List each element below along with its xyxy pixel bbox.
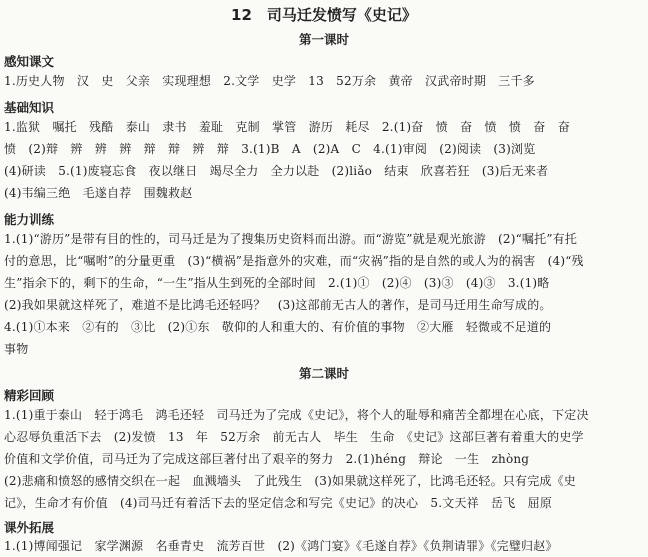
section-basics: 基础知识	[4, 100, 55, 115]
answer-line: 1.监狱 嘱托 残酷 泰山 隶书 羞耻 克制 掌管 游历 耗尽 2.(1)奋 愤 奋 愤 愤 奋 奋	[4, 120, 570, 134]
answer-line: 4.(1)①本来 ②有的 ③比 (2)①东 敬仰的人和重大的、有价值的事物 ②大雁 轻微或不足道的	[4, 320, 552, 334]
section-extension: 课外拓展	[4, 520, 55, 535]
answer-line: (2)我如果就这样死了，难道不是比鸿毛还轻吗？ (3)这部前无古人的著作，是司马迁用生命写成的。	[4, 298, 552, 312]
answer-line: 1.(1)“游历”是带有目的性的，司马迁是为了搜集历史资料而出游。而“游览”就是观光旅游 (2)“嘱托”有托	[4, 232, 578, 246]
section-perception: 感知课文	[4, 54, 55, 69]
answer-line: 心忍辱负重活下去 (2)发愤 13 年 52万余 前无古人 毕生 生命 《史记》这部巨著有着重大的史学	[4, 430, 584, 444]
answer-line: 记》，生命才有价值 (4)司马迁有着活下去的坚定信念和写完《史记》的决心 5.文天祥 岳飞 屈原	[4, 496, 553, 510]
answer-line: (4)韦编三绝 毛遂自荐 围魏救赵	[4, 186, 193, 200]
answer-line: 生”指余下的，剩下的生命，“一生”指从生到死的全部时间 2.(1)① (2)④ (3)③ (4)③ 3.(1)略	[4, 276, 550, 290]
lesson-1-heading: 第一课时	[298, 32, 349, 47]
section-ability: 能力训练	[4, 212, 55, 227]
page-title: 12 司马迁发愤写《史记》	[231, 6, 417, 24]
answer-line: 愤 (2)辩 辨 辨 辨 辩 辩 辨 辩 3.(1)B A (2)A C 4.(1)审阅 (2)阅读 (3)浏览	[4, 142, 536, 156]
answer-line: 事物	[4, 342, 29, 356]
answer-line: 1.(1)重于泰山 轻于鸿毛 鸿毛还轻 司马迁为了完成《史记》，将个人的耻辱和痛苦全都埋在心底，下定决	[4, 408, 589, 422]
answer-line: 1.(1)博闻强记 家学渊源 名垂青史 流芳百世 (2)《鸿门宴》《毛遂自荐》《负荆请罪》《完璧归赵》	[4, 539, 558, 553]
answer-line: 价值和文学价值，司马迁为了完成这部巨著付出了艰辛的努力 2.(1)héng 辩论 一生 zhòng	[4, 452, 530, 466]
answer-line: (2)悲痛和愤怒的感情交织在一起 血溅墙头 了此残生 (3)如果就这样死了，比鸿毛还轻。只有完成《史	[4, 474, 576, 488]
answer-line: 付的意思，比“嘱咐”的分量更重 (3)“横祸”是指意外的灾难，而“灾祸”指的是自然的或人为的祸害 (4)“残	[4, 254, 584, 268]
section-review: 精彩回顾	[4, 388, 55, 403]
lesson-2-heading: 第二课时	[298, 366, 349, 381]
answer-line: (4)研读 5.(1)废寝忘食 夜以继日 竭尽全力 全力以赴 (2)liǎo 结束 欣喜若狂 (3)后无来者	[4, 164, 549, 178]
answer-line: 1.历史人物 汉 史 父亲 实现理想 2.文学 史学 13 52万余 黄帝 汉武帝时期 三千多	[4, 74, 535, 88]
